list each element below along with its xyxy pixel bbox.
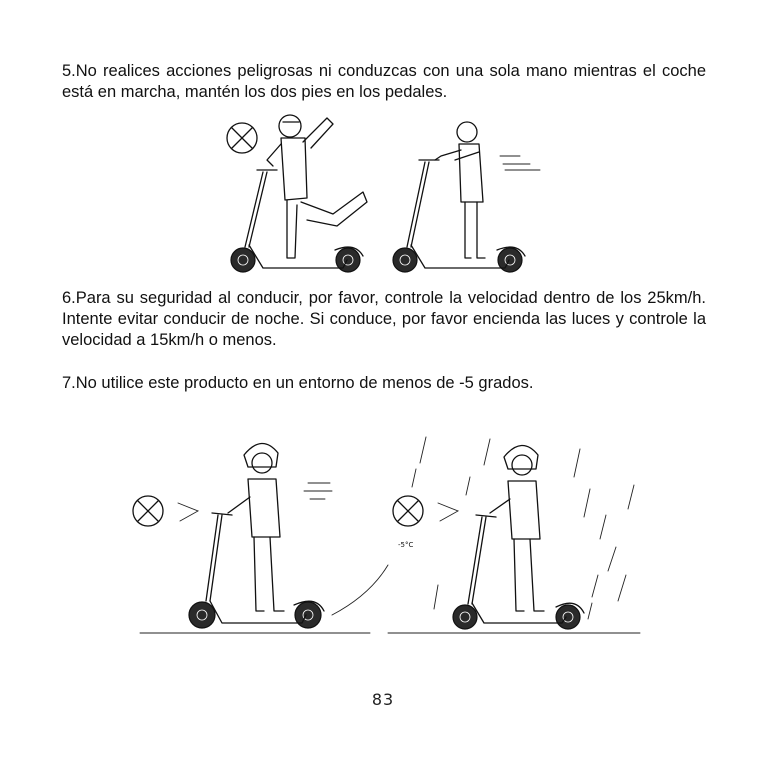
page-number: 83 — [371, 690, 395, 709]
rider-helmet-icon — [490, 445, 544, 611]
rider-helmet-icon — [228, 443, 284, 611]
rule-5-text: 5.No realices acciones peligrosas ni conduzcas con una sola mano mientras el coche está en marcha, mantén los dos pies en los pedales. — [62, 62, 706, 101]
scooter-right-icon — [393, 160, 525, 272]
arrow-icon — [178, 503, 198, 521]
rider-correct-icon — [435, 122, 485, 258]
speed-lines-icon — [500, 156, 540, 170]
speed-lines-icon — [304, 483, 332, 499]
prohibited-icon — [133, 496, 163, 526]
prohibited-icon — [227, 123, 257, 153]
rule-6-text: 6.Para su seguridad al conducir, por favor, controle la velocidad dentro de los 25km/h. Intente evitar conducir de noche. Si conduce, por favor encienda las luces y controle la velocidad a 15km/h o menos. — [62, 289, 706, 349]
prohibited-icon — [393, 496, 423, 526]
illustration-speed-temperature — [120, 425, 660, 640]
snow-rain-lines-icon — [412, 437, 634, 619]
rider-one-hand-icon — [267, 115, 367, 258]
rule-7-text: 7.No utilice este producto en un entorno de menos de -5 grados. — [62, 374, 534, 392]
scooter-right-icon — [453, 515, 584, 629]
arrow-icon — [438, 503, 458, 521]
illustration-one-hand-riding — [215, 110, 545, 280]
curve-line-icon — [332, 565, 388, 615]
temperature-label: -5°C — [398, 541, 414, 549]
